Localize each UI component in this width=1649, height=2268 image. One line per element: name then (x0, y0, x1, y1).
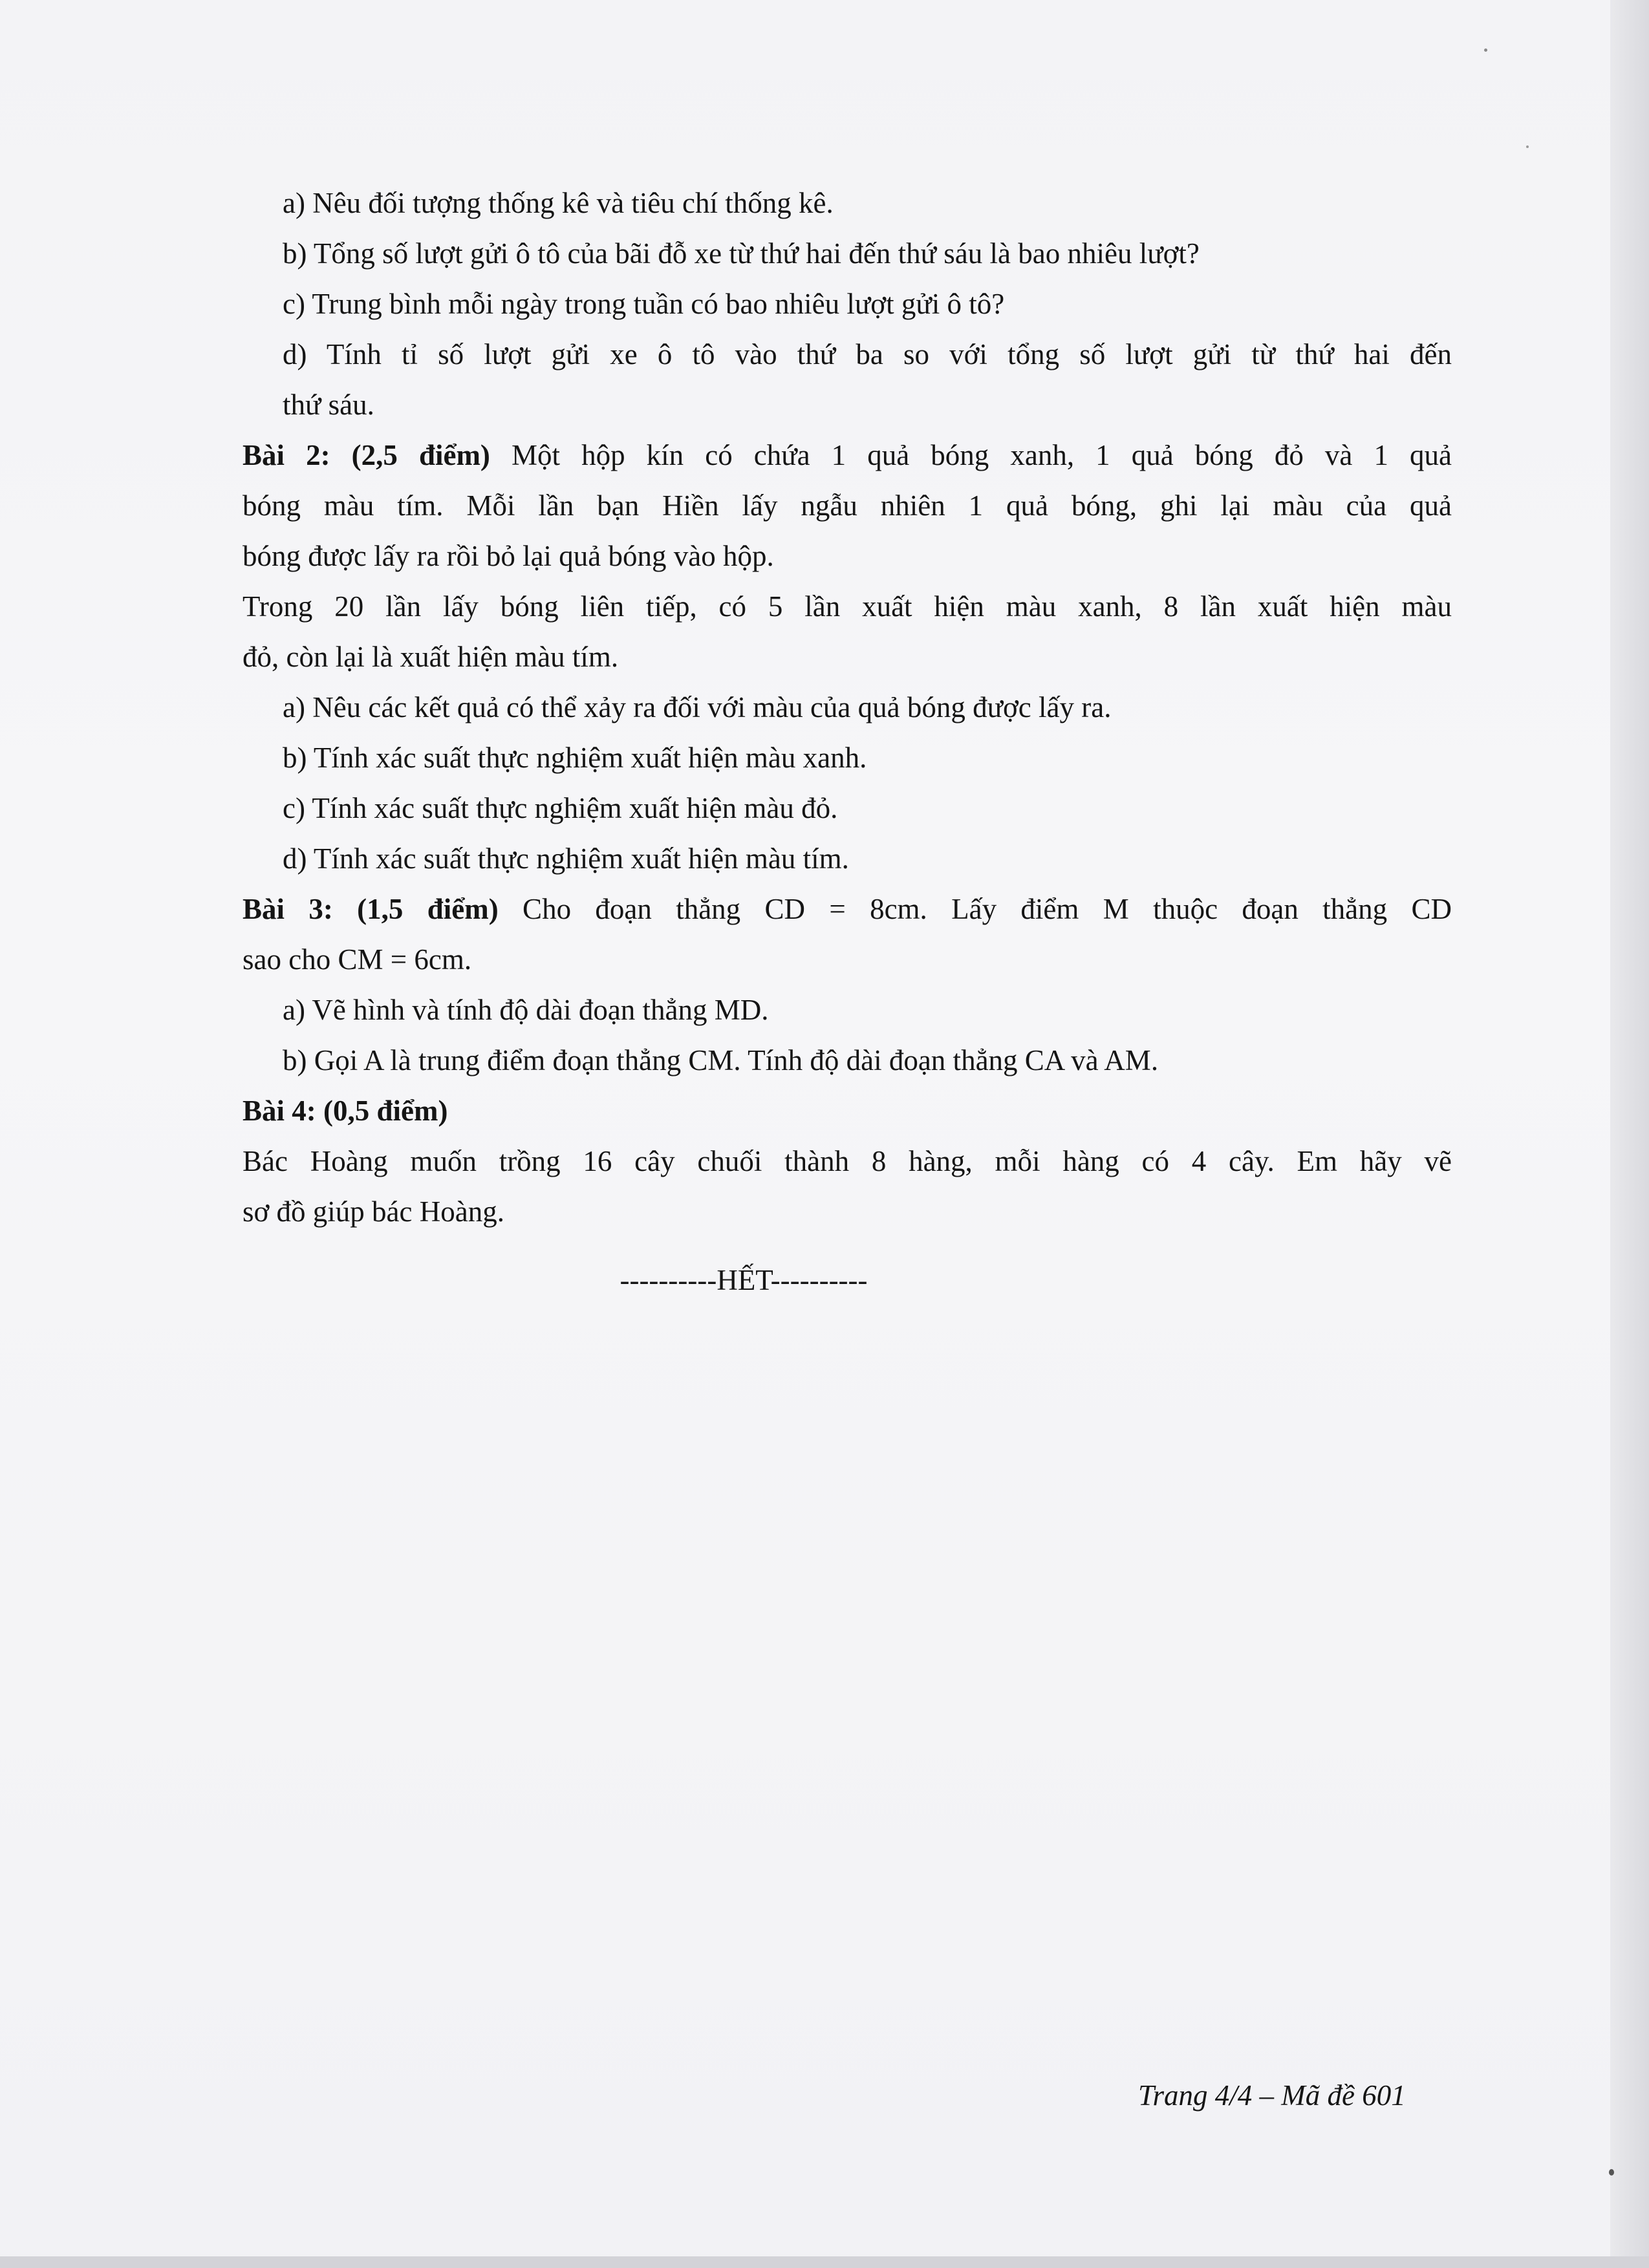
bai2-question-b: b) Tính xác suất thực nghiệm xuất hiện màu xanh. (283, 742, 867, 774)
bai2-intro-text: Một hộp kín có chứa 1 quả bóng xanh, 1 quả bóng đỏ và 1 quả (490, 439, 1452, 471)
scanner-bottom-edge (0, 2256, 1649, 2268)
bai2-question-a: a) Nêu các kết quả có thể xảy ra đối với màu của quả bóng được lấy ra. (283, 691, 1112, 723)
exam-content (242, 178, 1452, 1305)
bai2-text-line2: bóng màu tím. Mỗi lần bạn Hiền lấy ngẫu nhiên 1 quả bóng, ghi lại màu của quả (242, 489, 1452, 522)
bai2-text-line5: đỏ, còn lại là xuất hiện màu tím. (242, 641, 619, 673)
bai2-question-d: d) Tính xác suất thực nghiệm xuất hiện màu tím. (283, 842, 849, 875)
bai3-text-line2: sao cho CM = 6cm. (242, 943, 472, 976)
bai2-question-c: c) Tính xác suất thực nghiệm xuất hiện màu đỏ. (283, 792, 838, 824)
bai3-question-b: b) Gọi A là trung điểm đoạn thẳng CM. Tính độ dài đoạn thẳng CA và AM. (283, 1044, 1159, 1076)
scan-speck (1484, 48, 1487, 52)
bai1-question-a: a) Nêu đối tượng thống kê và tiêu chí thống kê. (283, 187, 834, 219)
bai3-heading-line (242, 884, 1452, 934)
scan-speck (1609, 2169, 1614, 2176)
bai4-title: Bài 4: (0,5 điểm) (242, 1095, 448, 1127)
bai1-question-d-line2: thứ sáu. (283, 389, 374, 421)
bai1-question-d-line1: d) Tính tỉ số lượt gửi xe ô tô vào thứ ba so với tổng số lượt gửi từ thứ hai đến (283, 338, 1452, 370)
scan-speck (1526, 145, 1529, 148)
bai1-question-b: b) Tổng số lượt gửi ô tô của bãi đỗ xe từ thứ hai đến thứ sáu là bao nhiêu lượt? (283, 237, 1200, 270)
bai2-text-line4: Trong 20 lần lấy bóng liên tiếp, có 5 lần xuất hiện màu xanh, 8 lần xuất hiện màu (242, 590, 1452, 623)
bai2-text-line3: bóng được lấy ra rồi bỏ lại quả bóng vào hộp. (242, 540, 774, 572)
end-marker: ----------HẾT---------- (620, 1264, 868, 1296)
bai3-title: Bài 3: (1,5 điểm) (242, 893, 499, 925)
bai1-question-c: c) Trung bình mỗi ngày trong tuần có bao nhiêu lượt gửi ô tô? (283, 288, 1005, 320)
bai2-heading-line (242, 430, 1452, 480)
bai3-intro-text: Cho đoạn thẳng CD = 8cm. Lấy điểm M thuộc đoạn thẳng CD (498, 893, 1452, 925)
bai2-title: Bài 2: (2,5 điểm) (242, 439, 490, 471)
page-footer: Trang 4/4 – Mã đề 601 (1138, 2079, 1406, 2112)
scanner-edge (1610, 0, 1649, 2268)
bai3-question-a: a) Vẽ hình và tính độ dài đoạn thẳng MD. (283, 994, 769, 1026)
bai4-text-line2: sơ đồ giúp bác Hoàng. (242, 1195, 504, 1228)
bai4-text-line1: Bác Hoàng muốn trồng 16 cây chuối thành 8 hàng, mỗi hàng có 4 cây. Em hãy vẽ (242, 1145, 1452, 1177)
